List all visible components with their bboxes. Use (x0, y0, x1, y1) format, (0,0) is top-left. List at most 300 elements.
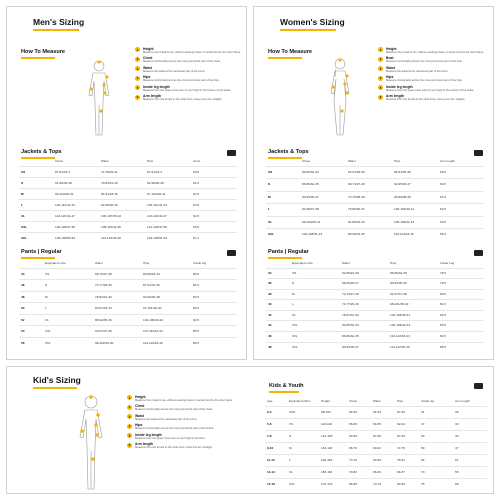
table-cell: 43 (453, 430, 487, 442)
column-header: Age (267, 399, 273, 404)
measure-label: Waist (143, 65, 152, 70)
table-cell: 66-69 (371, 466, 395, 478)
measure-label: Waist (135, 413, 144, 418)
table-cell: 65.5 (191, 221, 237, 232)
measure-number: 5 (379, 85, 382, 90)
table-cell: 81-85/32-33 (346, 216, 392, 229)
table-cell: 35 (453, 406, 487, 418)
table-cell: M (287, 442, 319, 454)
table-cell: L (266, 204, 300, 217)
table-row (266, 300, 484, 311)
kids-body-figure-icon (71, 393, 111, 493)
measure-desc: Measure the waist at the narrowest part of the torso. (143, 69, 206, 73)
table-cell: 79.5 (438, 279, 484, 290)
table-cell: 61.5 (438, 191, 484, 204)
table-row (19, 221, 237, 232)
table-header-row (265, 397, 487, 406)
table-cell: 54-56 (347, 406, 371, 418)
table-row (19, 199, 237, 210)
table-cell: M (266, 191, 300, 204)
measure-label: Chest (135, 404, 145, 409)
table-cell: 82.5 (438, 310, 484, 321)
measure-label: Inside leg length (386, 84, 413, 89)
table-cell: M (43, 291, 93, 303)
table-cell: 102-105/40-41 (388, 310, 438, 321)
table-row (265, 430, 487, 442)
measure-item (135, 75, 243, 82)
measure-item (127, 395, 245, 402)
table-cell: 70-73 (371, 478, 395, 490)
table-cell: 13-14 (265, 466, 287, 478)
table-cell: 74-78/29-31 (99, 166, 145, 177)
table-cell: 70 (419, 466, 453, 478)
kids-title: Kid's Sizing (33, 375, 81, 385)
table-cell: 39 (453, 418, 487, 430)
column-header (19, 259, 43, 268)
table-cell: 134-140 (319, 442, 347, 454)
table-cell: 121-128/47-50 (145, 221, 191, 232)
table-row (265, 466, 487, 478)
table-cell: 67-69 (395, 430, 419, 442)
column-header: Equivalent size (45, 261, 66, 266)
table-row (19, 280, 237, 292)
table-cell: 106-109/42-43 (388, 321, 438, 332)
womens-pants-table (266, 259, 484, 352)
table-row (19, 177, 237, 188)
table-cell: 100-104/39-41 (392, 204, 438, 217)
column-header: Inside leg (193, 261, 207, 266)
table-row (19, 314, 237, 326)
table-cell: 85.5 (438, 342, 484, 352)
measure-number: 1 (128, 395, 131, 400)
column-header: Equivalent Size (289, 399, 311, 404)
table-cell: 62-64 (395, 418, 419, 430)
table-row (266, 289, 484, 300)
table-row (266, 332, 484, 343)
measure-item (378, 66, 486, 73)
table-cell: XL (290, 310, 340, 321)
table-cell: L (287, 454, 319, 466)
womens-body-figure-icon (320, 57, 360, 139)
table-cell: XS (290, 268, 340, 279)
table-cell: 44 (266, 321, 290, 332)
column-header: Waist (101, 159, 109, 164)
measure-item (378, 94, 486, 101)
table-cell: 98-104 (319, 406, 347, 418)
measure-item (127, 442, 245, 449)
womens-how-to-measure-underline (268, 57, 302, 59)
womens-how-to-measure-heading: How To Measure (268, 49, 313, 55)
table-row (266, 229, 484, 241)
table-cell: 84.5 (191, 314, 237, 326)
measure-number: 2 (136, 57, 139, 62)
table-cell: XXL (290, 321, 340, 332)
table-cell: 107-111/42-44 (141, 326, 191, 338)
measure-number: 4 (379, 76, 382, 81)
measure-desc: Measure the waist at the narrowest part of the torso. (135, 417, 198, 421)
womens-title-underline (280, 29, 336, 31)
table-cell: 86-89/34-35 (340, 332, 388, 343)
table-cell: 76-80/30-31 (346, 204, 392, 217)
table-cell: 100-107/39-42 (99, 210, 145, 221)
table-cell: 51 (453, 454, 487, 466)
table-cell: 62.5 (191, 188, 237, 199)
table-cell: XL (287, 466, 319, 478)
column-header: Inside leg (421, 399, 435, 404)
table-cell: 78-81/31-32 (340, 310, 388, 321)
table-cell: 84-87 (395, 466, 419, 478)
table-cell: 60.5 (438, 179, 484, 192)
table-cell: 96-104/38-41 (53, 188, 99, 199)
measure-number: 6 (136, 95, 139, 100)
measure-desc: Measure from the armpit to the wrist bone. Keep your arm straight. (143, 98, 223, 102)
table-cell: 3-4 (265, 406, 287, 418)
table-header-row (19, 157, 237, 166)
column-header: Hips (397, 399, 404, 404)
table-cell: 75 (419, 478, 453, 490)
table-cell: 59 (419, 442, 453, 454)
table-cell: 63.5 (191, 199, 237, 210)
measure-item (135, 47, 243, 54)
column-header: Arm length (455, 399, 470, 404)
table-cell: 80.5 (438, 289, 484, 300)
table-row (266, 268, 484, 279)
mens-sizing-panel (6, 6, 247, 360)
table-cell: 63-65 (347, 430, 371, 442)
table-cell: XXL (43, 326, 93, 338)
measure-desc: Measure from head to toe, without wearing shoes. It works best by the door frame. (143, 51, 241, 54)
table-row (266, 191, 484, 204)
measure-number: 4 (136, 76, 139, 81)
measure-desc: Measure horizontally across the most prominent part of the hips. (143, 79, 220, 83)
table-row (266, 166, 484, 179)
table-cell: 105-109/41-43 (392, 216, 438, 229)
table-cell: 86-90/34-35 (346, 229, 392, 241)
table-cell: 98-102/39-40 (93, 338, 141, 349)
table-row (265, 454, 487, 466)
table-cell: 54-55 (371, 418, 395, 430)
table-cell: 64-67/25-26 (346, 166, 392, 179)
table-cell: 120-128/47-50 (53, 221, 99, 232)
table-cell: 102-106/40-42 (141, 314, 191, 326)
table-row (265, 478, 487, 490)
table-row (265, 442, 487, 454)
column-header: Hips (147, 159, 154, 164)
mens-jackets-heading: Jackets & Tops (21, 149, 62, 155)
measure-label: Hips (386, 75, 394, 80)
table-row (19, 210, 237, 221)
table-row (19, 166, 237, 177)
measure-item (135, 56, 243, 63)
womens-jackets-heading: Jackets & Tops (268, 149, 309, 155)
table-cell: 38 (266, 289, 290, 300)
table-cell: 47 (453, 442, 487, 454)
table-cell: 80.5 (191, 268, 237, 280)
table-cell: 87-91/34-3 (145, 166, 191, 177)
table-row (19, 291, 237, 303)
mens-body-figure-icon (79, 59, 119, 139)
table-cell: 68-71/27-28 (346, 179, 392, 192)
table-cell: 85.5 (191, 326, 237, 338)
table-cell: 52 (19, 314, 43, 326)
table-cell: 82-85/32-33 (340, 321, 388, 332)
table-cell: 46 (266, 332, 290, 343)
table-cell: 7-8 (265, 430, 287, 442)
measure-desc: Measure horizontally across the most prominent part of the hips. (386, 79, 463, 83)
table-cell: 11-12 (265, 454, 287, 466)
unit-toggle-badge-icon[interactable] (474, 383, 483, 389)
table-cell: 48 (266, 342, 290, 352)
table-cell: 78-81 (395, 454, 419, 466)
table-row (266, 279, 484, 290)
table-cell: 36 (266, 279, 290, 290)
table-cell: 78.5 (438, 268, 484, 279)
measure-desc: Measure horizontally across the most prominent part of the chest. (135, 408, 213, 412)
measure-number: 6 (379, 95, 382, 100)
table-cell: 61.5 (191, 177, 237, 188)
measure-desc: Measure horizontally across the most prominent part of the bust. (386, 60, 463, 64)
table-cell: M (19, 188, 53, 199)
table-cell: 86.5 (191, 338, 237, 349)
womens-sizing-panel (253, 6, 494, 360)
table-cell: 91-96/36-38 (53, 177, 99, 188)
table-cell: 60.5 (191, 166, 237, 177)
measure-number: 3 (136, 66, 139, 71)
table-cell: 110-114/43-45 (392, 229, 438, 241)
table-cell: 58-60 (347, 418, 371, 430)
table-cell: 70-73/27-28 (340, 289, 388, 300)
table-cell: 73-76 (347, 454, 371, 466)
unit-toggle-badge-icon[interactable] (474, 250, 483, 256)
unit-toggle-badge-icon[interactable] (474, 150, 483, 156)
measure-desc: Measure from head to toe, without wearing shoes. It works best by the door frame. (386, 51, 484, 54)
measure-label: Waist (386, 65, 395, 70)
table-cell: 83-87/33-34 (93, 303, 141, 315)
table-cell: 82-85/32-33 (300, 166, 346, 179)
unit-toggle-badge-icon[interactable] (227, 250, 236, 256)
womens-title: Women's Sizing (280, 17, 345, 27)
measure-item (135, 85, 243, 92)
table-cell: 40 (266, 300, 290, 311)
table-cell: 83.5 (438, 321, 484, 332)
table-cell: 64.5 (438, 229, 484, 241)
table-cell: 54 (19, 326, 43, 338)
measure-label: Inside leg length (143, 84, 170, 89)
measure-number: 3 (128, 414, 131, 419)
table-cell: 98-101/38-40 (388, 300, 438, 311)
table-cell: 81.5 (438, 300, 484, 311)
womens-pants-heading: Pants | Regular (268, 249, 309, 255)
table-row (266, 310, 484, 321)
table-cell: 53 (419, 430, 453, 442)
measure-item (378, 85, 486, 92)
table-cell: 104-108/41-43 (300, 229, 346, 241)
column-header: Arm length (440, 159, 455, 164)
column-header: Height (321, 399, 330, 404)
table-cell: 90-93/35-37 (300, 191, 346, 204)
table-cell: S (290, 279, 340, 290)
mens-measure-list (135, 47, 243, 104)
table-cell: 51-53 (371, 406, 395, 418)
table-cell: S (266, 179, 300, 192)
table-cell: 63-65 (371, 454, 395, 466)
table-cell: 42 (266, 310, 290, 321)
table-cell: 68-70 (347, 442, 371, 454)
table-cell: 60-62 (371, 442, 395, 454)
table-cell: 66-69/26-27 (340, 279, 388, 290)
kids-measure-list (127, 395, 245, 452)
table-row (265, 418, 487, 430)
table-cell: 67.1 (191, 232, 237, 243)
table-cell: 88-92/35-36 (93, 314, 141, 326)
column-header: Hips (394, 159, 401, 164)
column-header: Waist (95, 261, 103, 266)
table-cell: 5-6 (265, 418, 287, 430)
table-cell: 104-112/41-44 (53, 199, 99, 210)
table-cell: 82-86/32-34 (141, 268, 191, 280)
column-header: Equivalent size (292, 261, 313, 266)
measure-desc: Measure from head to toe, without wearing shoes. It works best by the door frame. (135, 399, 233, 402)
table-cell: 122-128 (319, 430, 347, 442)
measure-label: Height (143, 47, 154, 51)
measure-desc: Measure from the armpit to the wrist bone. Keep the arm straight. (135, 446, 213, 450)
table-cell: XL (43, 314, 93, 326)
table-cell: 3XL (290, 332, 340, 343)
mens-how-to-measure-underline (21, 57, 55, 59)
unit-toggle-badge-icon[interactable] (227, 150, 236, 156)
mens-pants-heading: Pants | Regular (21, 249, 62, 255)
kids-youth-underline (269, 391, 299, 393)
measure-label: Hips (135, 423, 143, 428)
measure-label: Bust (386, 56, 394, 61)
table-cell: 93-97/37-38 (93, 326, 141, 338)
column-header: Waist (342, 261, 350, 266)
table-cell: 72-75/28-30 (346, 191, 392, 204)
measure-label: Arm length (386, 94, 404, 99)
table-cell: 64.5 (191, 210, 237, 221)
table-cell: 82.5 (191, 291, 237, 303)
table-row (266, 204, 484, 217)
table-cell: XS (19, 166, 53, 177)
table-cell: 146-152 (319, 454, 347, 466)
measure-label: Chest (143, 56, 153, 61)
table-cell: L (43, 303, 93, 315)
column-header: Hips (143, 261, 150, 266)
mens-how-to-measure-heading: How To Measure (21, 49, 66, 55)
measure-number: 3 (379, 66, 382, 71)
table-cell: 84.5 (438, 332, 484, 343)
measure-label: Inside leg length (135, 432, 162, 437)
table-cell: 92-99/36-39 (99, 199, 145, 210)
table-cell: 55 (453, 466, 487, 478)
measure-label: Hips (143, 75, 151, 80)
table-cell: 41 (419, 406, 453, 418)
table-header-row (266, 157, 484, 166)
table-row (266, 342, 484, 352)
column-header: Chest (349, 399, 358, 404)
table-cell: 94-98/37-38 (300, 204, 346, 217)
table-cell: 47 (419, 418, 453, 430)
table-cell: S (43, 280, 93, 292)
table-cell: XS (287, 418, 319, 430)
measure-number: 5 (136, 85, 139, 90)
table-cell: 74-77/29-30 (340, 300, 388, 311)
table-cell: 68-72/27-28 (93, 268, 141, 280)
table-cell: 96-99/38-39 (392, 191, 438, 204)
kids-title-underline (33, 387, 77, 389)
table-cell: 92-95/36-37 (392, 179, 438, 192)
table-cell: 114-117/45-46 (388, 342, 438, 352)
measure-desc: Measure from the upper inner part of your thigh to the floor. (135, 436, 206, 440)
table-cell: 86-89/34-35 (388, 268, 438, 279)
table-cell: XL (19, 210, 53, 221)
table-cell: 78-82/31-32 (93, 291, 141, 303)
table-cell: L (290, 300, 340, 311)
table-cell: 112-120/44-47 (53, 210, 99, 221)
table-cell: 110-116 (319, 418, 347, 430)
measure-item (127, 433, 245, 440)
measure-number: 1 (379, 47, 382, 52)
table-cell: 79-84/31-33 (99, 177, 145, 188)
table-cell: 158-164 (319, 466, 347, 478)
table-cell: 108-115/42-45 (99, 221, 145, 232)
table-cell: 34 (266, 268, 290, 279)
measure-number: 5 (128, 433, 131, 438)
table-cell: 57-58 (371, 430, 395, 442)
table-cell: 15-16 (265, 478, 287, 490)
table-cell: 128-136/50-54 (53, 232, 99, 243)
kids-youth-table (265, 397, 487, 490)
table-cell: 72-75 (395, 442, 419, 454)
table-cell: XXL (266, 229, 300, 241)
table-cell: 88-91/35-36 (392, 166, 438, 179)
column-header: Waist (373, 399, 381, 404)
table-cell: 113-120/44-47 (145, 210, 191, 221)
table-cell: 59.5 (438, 166, 484, 179)
table-cell: 97-104/38-41 (145, 188, 191, 199)
column-header: Chest (302, 159, 311, 164)
table-cell: XS (266, 166, 300, 179)
table-cell: 56 (19, 338, 43, 349)
table-header-row (19, 259, 237, 268)
table-cell: 4XL (290, 342, 340, 352)
table-cell: 94-97/37-38 (388, 289, 438, 300)
table-cell: XL (266, 216, 300, 229)
table-cell: L (19, 199, 53, 210)
table-cell: 57-59 (395, 406, 419, 418)
table-cell: 112-116/44-46 (141, 338, 191, 349)
measure-item (127, 423, 245, 430)
column-header (266, 259, 290, 268)
table-cell: XXS (287, 406, 319, 418)
table-cell: 62.5 (438, 204, 484, 217)
table-cell: 90-93/35-36 (388, 279, 438, 290)
measure-label: Arm length (143, 94, 161, 99)
measure-number: 6 (128, 443, 131, 448)
table-row (19, 188, 237, 199)
measure-number: 2 (379, 57, 382, 62)
measure-item (135, 94, 243, 101)
table-cell: 84-91/33-36 (99, 188, 145, 199)
table-cell: 170-176 (319, 478, 347, 490)
measure-item (135, 66, 243, 73)
mens-title-underline (33, 29, 79, 31)
column-header: Inside Leg (440, 261, 455, 266)
table-cell: 86-89/34-35 (300, 179, 346, 192)
table-cell: M (290, 289, 340, 300)
table-cell: 44 (19, 268, 43, 280)
kids-sizing-panel (6, 366, 494, 494)
